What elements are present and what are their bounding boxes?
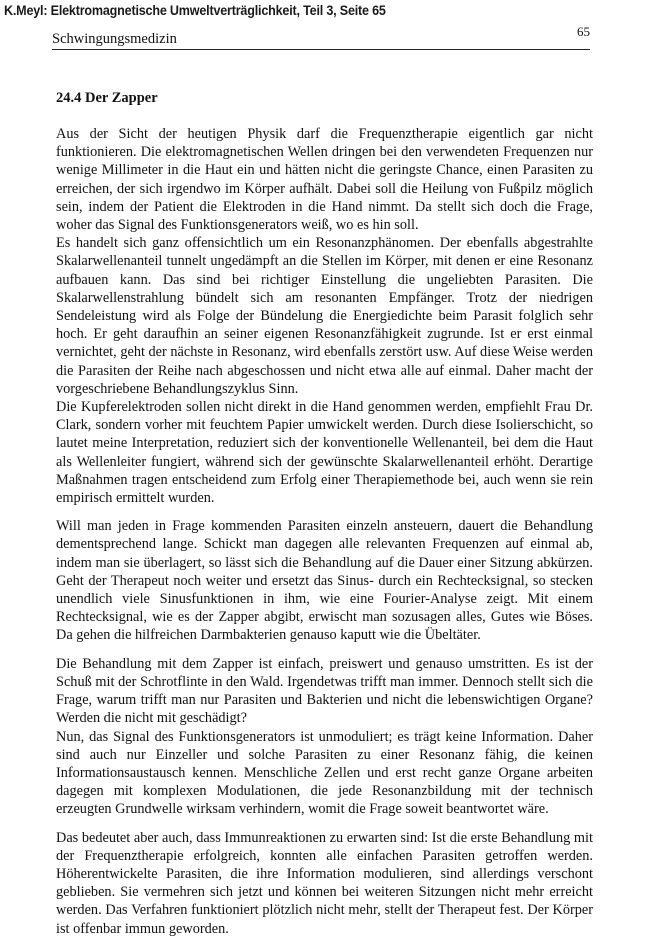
paragraph: Nun, das Signal des Funktionsgenerators ist unmoduliert; es trägt keine Information. Daher sind auch nur Einzeller und solche Parasiten zu einer Resonanz fähig, die keinen Informationsaustausch kennen. Menschliche Zellen und erst recht ganze Organe arbeiten dagegen mit komplexen Modulationen, die jede Resonanzbildung mit der technisch erzeugten Grundwelle wirksam verhindern, womit die Frage soweit beantwortet wäre.	[56, 728, 593, 818]
paragraph: Die Behandlung mit dem Zapper ist einfach, preiswert und genauso umstritten. Es ist der Schuß mit der Schrotflinte in den Wald. Irgendetwas trifft man immer. Dennoch stellt sich die Frage, warum trifft man nur Parasiten und Bakterien und nicht die lebenswichtigen Organe? Werden die nicht mit geschädigt?	[56, 655, 593, 727]
paragraph: Es handelt sich ganz offensichtlich um ein Resonanzphänomen. Der ebenfalls abgestrahlte Skalarwellenanteil tunnelt ungedämpft an die Stellen im Körper, mit denen er eine Resonanz aufbauen kann. Das sind bei richtiger Einstellung die ungeliebten Parasiten. Die Skalarwellenstrahlung bündelt sich am resonanten Empfänger. Trotz der niedrigen Sendeleistung wird als Folge der Bündelung die Energiedichte beim Parasit folglich sehr hoch. Er geht daraufhin an seiner eigenen Resonanzfähigkeit zugrunde. Ist er erst einmal vernichtet, geht der nächste in Resonanz, wird ebenfalls zerstört usw. Auf diese Weise werden die Parasiten der Reihe nach abgeschossen und nicht etwa alle auf einmal. Daher macht der vorgeschriebene Behandlungszyklus Sinn.	[56, 235, 593, 397]
paragraph: Aus der Sicht der heutigen Physik darf die Frequenztherapie eigentlich gar nicht funktionieren. Die elektromagnetischen Wellen dringen bei den verwendeten Frequenzen nur wenige Millimeter in die Haut ein und hätten nicht die geringste Chance, einen Parasiten zu erreichen, der sich irgendwo im Körper aufhält. Dabei soll die Heilung von Fußpilz möglich sein, indem der Patient die Elektroden in die Hand nimmt. Da stellt sich doch die Frage, woher das Signal des Funktionsgenerators weiß, wo es hin soll.	[56, 126, 593, 234]
running-head-title: Schwingungsmedizin	[52, 31, 177, 47]
paragraph: Die Kupferelektroden sollen nicht direkt in die Hand genommen werden, empfiehlt Frau Dr. Clark, sondern vorher mit feuchtem Papier umwickelt werden. Durch diese Isolierschicht, so lautet meine Interpretation, reduziert sich der konventionelle Wellenanteil, bei dem die Haut als Wellenleiter fungiert, während sich der gewünschte Skalarwellenanteil erhöht. Derartige Maßnahmen tragen entscheidend zum Erfolg einer Therapiemethode bei, auch wenn sie rein empirisch ermittelt wurden.	[56, 399, 593, 507]
paragraph: Das bedeutet aber auch, dass Immunreaktionen zu erwarten sind: Ist die erste Behandlung mit der Frequenztherapie erfolgreich, konnten alle einfachen Parasiten getroffen werden. Höherentwickelte Parasiten, die ihre Information modulieren, sind allerdings verschont geblieben. Sie vermehren sich jetzt und können bei weiteren Sitzungen nicht mehr erreicht werden. Das Verfahren funktioniert plötzlich nicht mehr, stellt der Therapeut fest. Der Körper ist offenbar immun geworden.	[56, 829, 593, 937]
page-number: 65	[577, 24, 590, 39]
section-heading: 24.4 Der Zapper	[56, 90, 158, 106]
body-text	[56, 125, 593, 938]
document-header: K.Meyl: Elektromagnetische Umweltverträglichkeit, Teil 3, Seite 65	[4, 3, 386, 18]
running-head	[52, 24, 590, 50]
paragraph: Will man jeden in Frage kommenden Parasiten einzeln ansteuern, dauert die Behandlung dementsprechend lange. Schickt man dagegen alle relevanten Frequenzen auf einmal ab, indem man sie überlagert, so lässt sich die Behandlung auf die Dauer einer Sitzung abkürzen. Geht der Therapeut noch weiter und ersetzt das Sinus- durch ein Rechtecksignal, so stecken unendlich viele Sinusfunktionen in ihm, wie eine Fourier-Analyse zeigt. Mit einem Rechtecksignal, wie es der Zapper abgibt, erwischt man sozusagen alles, Gutes wie Böses. Da gehen die hilfreichen Darmbakterien genauso kaputt wie die Übeltäter.	[56, 518, 593, 644]
